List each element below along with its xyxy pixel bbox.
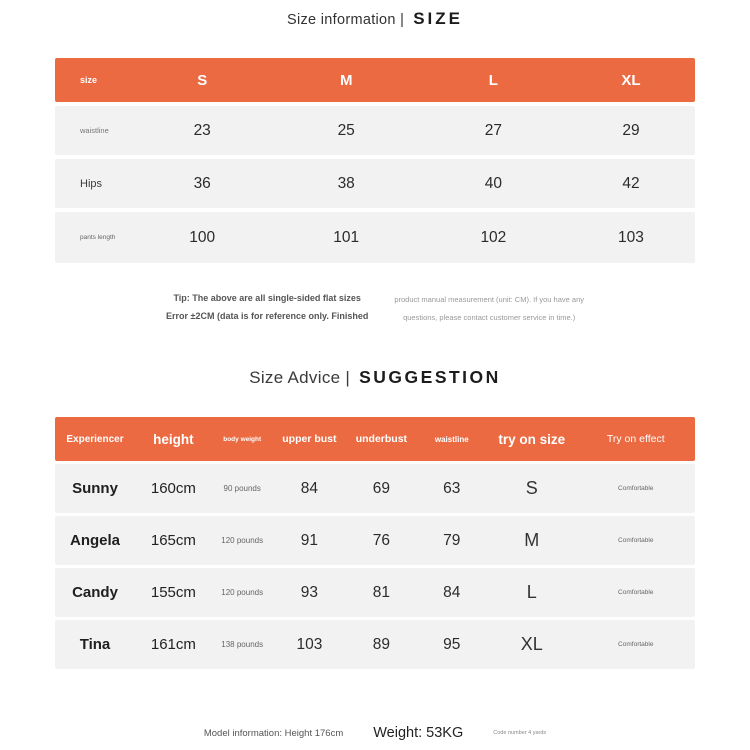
data-cell: 29 bbox=[622, 121, 640, 139]
underbust-cell: 81 bbox=[372, 583, 390, 601]
underbust-cell: 76 bbox=[372, 531, 390, 549]
footer-code: Code number 4 yards bbox=[493, 730, 547, 736]
weight-cell: 138 pounds bbox=[221, 640, 264, 649]
tip-light-line1: product manual measurement (unit: CM). If you have any bbox=[394, 295, 584, 304]
size-header-label: size bbox=[80, 75, 98, 85]
row-label: Hips bbox=[80, 177, 103, 190]
waistline-cell: 79 bbox=[443, 531, 461, 549]
weight-cell: 120 pounds bbox=[221, 588, 264, 597]
weight-cell: 90 pounds bbox=[223, 484, 261, 493]
table-row-tina bbox=[55, 620, 695, 669]
size-cell: M bbox=[524, 530, 540, 550]
size-table-header-row bbox=[55, 58, 695, 102]
row-label: waistline bbox=[80, 126, 109, 135]
tip-strong-line1: Tip: The above are all single-sided flat sizes bbox=[173, 293, 361, 303]
size-cell: S bbox=[525, 478, 538, 498]
size-title-en: SIZE bbox=[413, 9, 463, 28]
suggestion-table-header-row bbox=[55, 417, 695, 461]
sg-header-upper-bust: upper bust bbox=[282, 433, 337, 445]
size-header-l: L bbox=[488, 71, 498, 89]
experiencer-name: Tina bbox=[79, 636, 111, 653]
advice-section-title bbox=[0, 367, 750, 388]
advice-title-en: SUGGESTION bbox=[359, 367, 501, 387]
weight-cell: 120 pounds bbox=[221, 536, 264, 545]
size-header-xl: XL bbox=[621, 71, 641, 89]
size-cell: XL bbox=[520, 634, 543, 654]
data-cell: 38 bbox=[337, 174, 355, 192]
table-row-candy bbox=[55, 568, 695, 617]
data-cell: 25 bbox=[337, 121, 355, 139]
data-cell: 40 bbox=[484, 174, 502, 192]
table-row-hips bbox=[55, 159, 695, 208]
waistline-cell: 95 bbox=[443, 635, 461, 653]
sg-header-height: height bbox=[153, 431, 194, 447]
height-cell: 165cm bbox=[150, 532, 196, 549]
size-table bbox=[55, 58, 695, 263]
data-cell: 101 bbox=[333, 228, 360, 246]
upper-bust-cell: 103 bbox=[296, 635, 323, 653]
tip-strong-line2: Error ±2CM (data is for reference only. Finished bbox=[166, 311, 369, 321]
table-row-angela bbox=[55, 516, 695, 565]
height-cell: 161cm bbox=[150, 636, 196, 653]
data-cell: 100 bbox=[189, 228, 216, 246]
waistline-cell: 63 bbox=[443, 479, 461, 497]
data-cell: 102 bbox=[480, 228, 507, 246]
upper-bust-cell: 91 bbox=[300, 531, 319, 549]
table-row-pants-length bbox=[55, 212, 695, 263]
size-cell: L bbox=[526, 582, 537, 602]
footer-model-info: Model information: Height 176cm bbox=[203, 727, 344, 739]
tip-note-strong bbox=[166, 289, 368, 325]
effect-cell: Comfortable bbox=[618, 641, 654, 648]
sg-header-body-weight: body weight bbox=[223, 435, 262, 443]
data-cell: 23 bbox=[193, 121, 211, 139]
suggestion-table bbox=[55, 417, 695, 669]
data-cell: 103 bbox=[618, 228, 644, 246]
data-cell: 42 bbox=[622, 174, 640, 192]
size-header-m: M bbox=[339, 71, 353, 89]
upper-bust-cell: 93 bbox=[300, 583, 319, 601]
advice-title-text: Size Advice | bbox=[249, 368, 351, 387]
data-cell: 27 bbox=[484, 121, 502, 139]
size-section-title bbox=[0, 0, 750, 29]
table-row-sunny bbox=[55, 464, 695, 513]
sg-header-waistline: waistline bbox=[434, 434, 469, 444]
footer-weight: Weight: 53KG bbox=[373, 725, 464, 741]
effect-cell: Comfortable bbox=[618, 485, 654, 492]
sg-header-underbust: underbust bbox=[355, 433, 408, 445]
row-label: pants length bbox=[80, 234, 116, 241]
underbust-cell: 89 bbox=[372, 635, 390, 653]
experiencer-name: Angela bbox=[69, 532, 120, 549]
upper-bust-cell: 84 bbox=[300, 479, 319, 497]
underbust-cell: 69 bbox=[372, 479, 390, 497]
sg-header-experiencer: Experiencer bbox=[66, 433, 124, 445]
model-info-footer bbox=[0, 725, 750, 741]
effect-cell: Comfortable bbox=[618, 589, 654, 596]
sg-header-try-on-effect: Try on effect bbox=[606, 433, 665, 445]
height-cell: 155cm bbox=[150, 584, 196, 601]
size-header-s: S bbox=[197, 71, 208, 89]
tip-note bbox=[0, 289, 750, 327]
waistline-cell: 84 bbox=[443, 583, 461, 601]
experiencer-name: Sunny bbox=[72, 480, 118, 497]
height-cell: 160cm bbox=[150, 480, 196, 497]
data-cell: 36 bbox=[193, 174, 211, 192]
size-title-text: Size information | bbox=[287, 12, 405, 28]
sg-header-try-on-size: try on size bbox=[498, 431, 566, 447]
table-row-waistline bbox=[55, 106, 695, 155]
tip-note-light bbox=[394, 289, 584, 327]
tip-light-line2: questions, please contact customer service in time.) bbox=[403, 313, 576, 322]
effect-cell: Comfortable bbox=[618, 537, 654, 544]
experiencer-name: Candy bbox=[72, 584, 118, 601]
